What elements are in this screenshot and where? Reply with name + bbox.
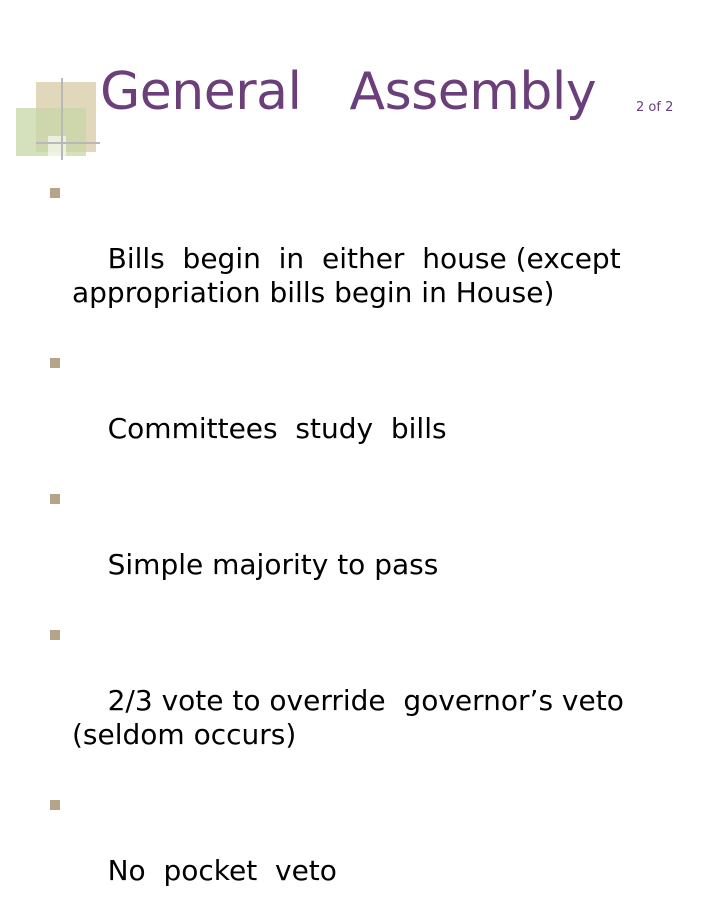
bullet-item	[50, 616, 690, 786]
bullet-text: Simple majority to pass	[107, 548, 439, 581]
bullet-list	[50, 174, 690, 922]
slide-title: General Assembly	[100, 62, 597, 122]
square-bullet-icon	[50, 800, 60, 810]
bullet-text: 2/3 vote to override governor’s veto (seldom occurs)	[72, 684, 633, 751]
slide-page-indicator: 2 of 2	[636, 100, 674, 115]
bullet-item	[50, 344, 690, 480]
bullet-item	[50, 786, 690, 922]
square-bullet-icon	[50, 630, 60, 640]
square-bullet-icon	[50, 358, 60, 368]
bullet-text: Committees study bills	[107, 412, 447, 445]
bullet-text: Bills begin in either house (except appropriation bills begin in House)	[72, 242, 630, 309]
bullet-item	[50, 480, 690, 616]
bullet-item	[50, 174, 690, 344]
square-bullet-icon	[50, 188, 60, 198]
bullet-text: No pocket veto	[107, 854, 337, 887]
square-bullet-icon	[50, 494, 60, 504]
